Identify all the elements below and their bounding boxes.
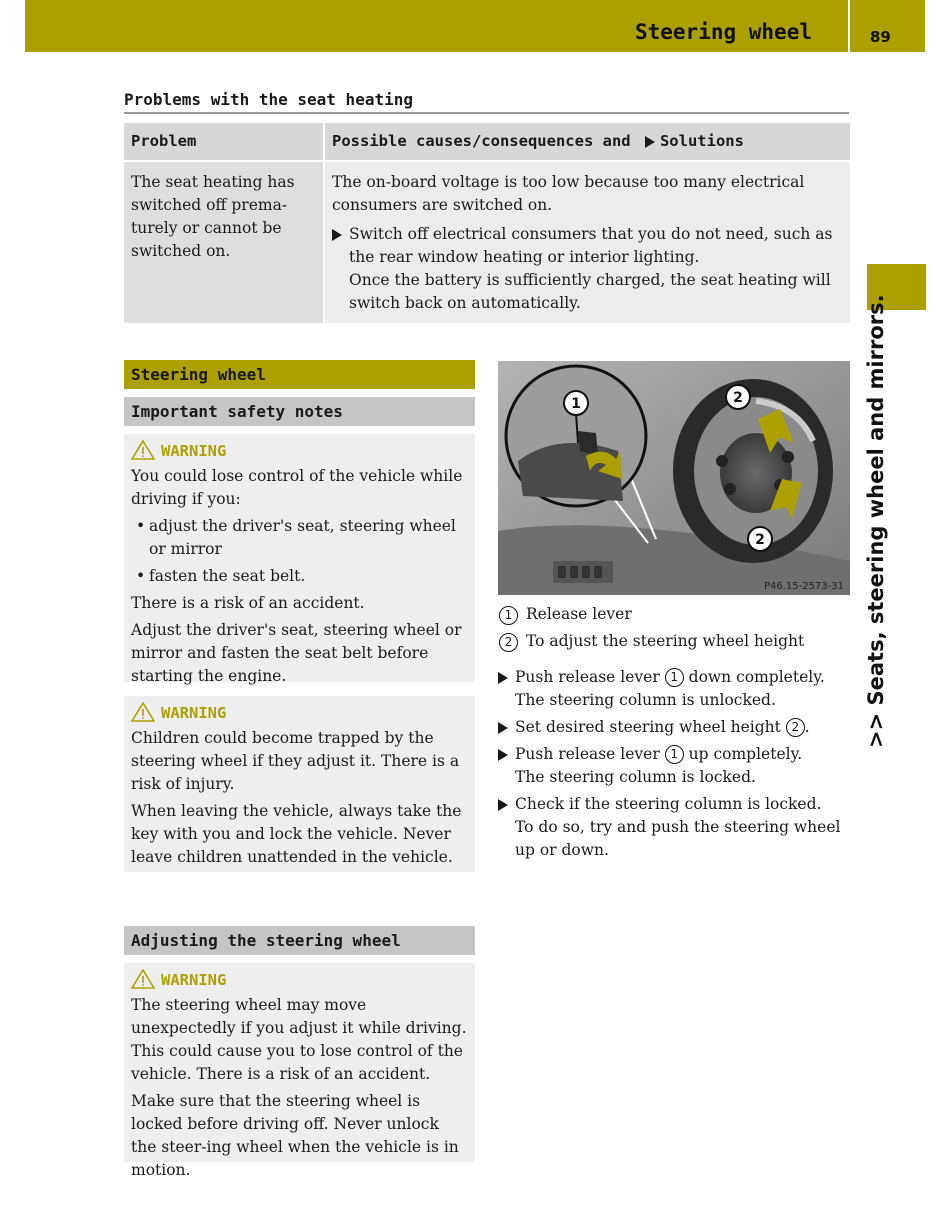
warning-triangle-icon <box>131 702 155 722</box>
step-text: up completely. <box>688 745 803 763</box>
problems-table <box>124 123 850 323</box>
instruction-step <box>498 743 858 789</box>
column-header-problem: Problem <box>124 123 324 161</box>
adjusting-heading: Adjusting the steering wheel <box>124 926 475 955</box>
warning-box <box>124 434 475 685</box>
callout-number: 1 <box>665 668 684 687</box>
adjusting-column <box>124 926 475 1179</box>
warning-text: Adjust the driver's seat, steering wheel or mirror and fasten the seat belt before starting the engine. <box>131 621 462 685</box>
step-result: To do so, try and push the steering wheel up or down. <box>515 818 841 859</box>
instruction-step <box>498 716 858 739</box>
warning-triangle-icon <box>131 440 155 460</box>
step-text: Check if the steering column is locked. <box>515 795 822 813</box>
warning-heading <box>131 969 468 992</box>
figure-code: P46.15-2573-31 <box>763 581 844 592</box>
problem-cell: The seat heating has switched off prema-turely or cannot be switched on. <box>124 161 324 323</box>
legend-item <box>498 630 858 653</box>
steering-wheel-column <box>124 360 475 872</box>
table-row <box>124 161 850 323</box>
column-header-solutions-text: Solutions <box>659 132 744 150</box>
triangle-right-icon <box>332 229 342 241</box>
header-divider <box>848 0 850 52</box>
triangle-right-icon <box>498 749 508 761</box>
callout-2-top-label: 2 <box>733 390 743 406</box>
warning-box <box>124 963 475 1179</box>
legend-text: To adjust the steering wheel height <box>526 632 805 650</box>
problems-section-title: Problems with the seat heating <box>124 90 849 114</box>
triangle-right-icon <box>498 799 508 811</box>
solution-text-1: Switch off electrical consumers that you do not need, such as the rear window heating or interior lighting. <box>349 225 833 266</box>
step-text: . <box>804 718 810 736</box>
page-number: 89 <box>870 28 891 46</box>
instructions-column <box>498 603 858 862</box>
column-header-causes <box>324 123 850 161</box>
warning-text: There is a risk of an accident. <box>131 594 365 612</box>
callout-number: 2 <box>786 718 805 737</box>
callout-number: 2 <box>499 633 518 652</box>
callout-1-label: 1 <box>571 396 581 412</box>
solution-step <box>332 223 843 315</box>
legend-text: Release lever <box>526 605 632 623</box>
header-title: Steering wheel <box>634 20 812 44</box>
column-header-causes-text: Possible causes/consequences and <box>332 132 631 150</box>
warning-heading <box>131 702 468 725</box>
cause-text: The on-board voltage is too low because too many electrical consumers are switched on. <box>332 173 805 214</box>
instruction-step <box>498 793 858 862</box>
warning-label: WARNING <box>161 971 227 989</box>
warning-text: You could lose control of the vehicle while driving if you: <box>131 467 463 508</box>
warning-text: The steering wheel may move unexpectedly if you adjust it while driving. This could cause you to lose control of the vehicle. There is a risk of an accident. <box>131 996 467 1083</box>
steering-wheel-illustration <box>498 361 850 595</box>
solution-text-2: Once the battery is sufficiently charged, the seat heating will switch back on automatically. <box>349 271 831 312</box>
steering-wheel-heading: Steering wheel <box>124 360 475 389</box>
step-text: Push release lever <box>515 668 660 686</box>
chapter-label: >> Seats, steering wheel and mirrors. <box>864 294 888 748</box>
step-text: down completely. <box>688 668 825 686</box>
step-text: Set desired steering wheel height <box>515 718 781 736</box>
warning-text: When leaving the vehicle, always take the key with you and lock the vehicle. Never leave children unattended in the vehicle. <box>131 802 462 866</box>
warning-text: Make sure that the steering wheel is locked before driving off. Never unlock the steer-ing wheel when the vehicle is in motion. <box>131 1092 459 1179</box>
steering-wheel-figure <box>498 361 850 595</box>
safety-notes-heading: Important safety notes <box>124 397 475 426</box>
instruction-step <box>498 666 858 712</box>
triangle-right-icon <box>498 672 508 684</box>
step-result: The steering column is unlocked. <box>515 691 776 709</box>
causes-cell <box>324 161 850 323</box>
warning-text: Children could become trapped by the steering wheel if they adjust it. There is a risk of injury. <box>131 729 460 793</box>
list-item: • fasten the seat belt. <box>131 565 468 588</box>
triangle-right-icon <box>498 722 508 734</box>
warning-label: WARNING <box>161 704 227 722</box>
warning-label: WARNING <box>161 442 227 460</box>
list-item: • adjust the driver's seat, steering wheel or mirror <box>131 515 468 561</box>
legend-item <box>498 603 858 626</box>
step-text: Push release lever <box>515 745 660 763</box>
triangle-right-icon <box>645 136 655 148</box>
page-header <box>25 0 925 52</box>
warning-heading <box>131 440 468 463</box>
table-header-row <box>124 123 850 161</box>
warning-triangle-icon <box>131 969 155 989</box>
callout-2-bottom-label: 2 <box>755 532 765 548</box>
warning-box <box>124 696 475 872</box>
callout-number: 1 <box>665 745 684 764</box>
step-result: The steering column is locked. <box>515 768 756 786</box>
callout-number: 1 <box>499 606 518 625</box>
